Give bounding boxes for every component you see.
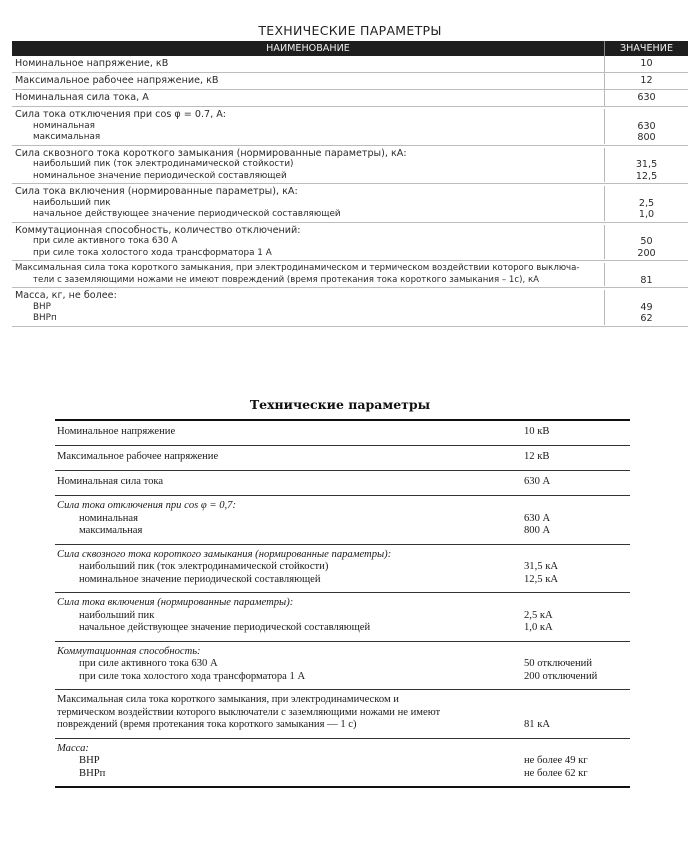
row-sub-value: 49 (640, 301, 653, 313)
row-sub-label: ВНРп (79, 767, 106, 779)
row-sub-value: 12,5 кА (524, 573, 558, 585)
row-label: Максимальное рабочее напряжение, кВ (12, 73, 605, 89)
table-row (12, 261, 688, 288)
row-sub-label: наибольший пик (79, 609, 155, 621)
row-sub-label: при силе тока холостого хода трансформатора 1 А (33, 247, 272, 258)
row-sub-value: 12,5 (635, 170, 658, 182)
table-row (55, 421, 630, 446)
row-value: 10 кВ (524, 426, 550, 437)
row-value: 630 (637, 92, 656, 103)
row-sub-label: максимальная (79, 525, 143, 536)
row-label: Сила сквозного тока короткого замыкания (нормированные параметры), кА: (15, 147, 407, 159)
row-sub-label: при силе активного тока 630 А (79, 658, 218, 669)
row-value: 12 (640, 75, 653, 86)
serif-parameters-table (55, 419, 630, 788)
row-label: Коммутационная способность, количество отключений: (15, 224, 301, 236)
row-label-line: Максимальная сила тока короткого замыкания, при электродинамическом и термическом воздействии которого выключа- (15, 263, 580, 273)
header-value: ЗНАЧЕНИЕ (619, 43, 674, 54)
table-row (55, 690, 630, 739)
table-row (12, 107, 688, 146)
table-row (12, 56, 688, 73)
row-sub-value: 1,0 кА (524, 622, 553, 633)
table-row (55, 593, 630, 642)
row-sub-label: наибольший пик (ток электродинамической стойкости) (33, 159, 294, 169)
row-sub-value: 31,5 (635, 159, 658, 170)
row-sub-label: наибольший пик (ток электродинамической стойкости) (79, 561, 329, 572)
header-name: НАИМЕНОВАНИЕ (12, 41, 605, 56)
row-label: Сила тока отключения при cos φ = 0.7, А: (15, 109, 226, 120)
row-label: Номинальное напряжение (57, 426, 176, 437)
row-value: 10 (640, 58, 653, 69)
row-sub-value: 62 (640, 313, 653, 324)
row-sub-label: ВНР (33, 301, 51, 312)
row-sub-value: 50 (640, 236, 653, 247)
row-value: 630 А (524, 476, 551, 487)
sans-parameters-table (12, 41, 688, 327)
row-sub-label: начальное действующее значение периодической составляющей (79, 622, 371, 633)
sans-table-header (12, 41, 688, 56)
row-label: Коммутационная способность: (57, 645, 201, 657)
row-sub-label: при силе активного тока 630 А (33, 236, 178, 246)
row-label: Масса, кг, не более: (15, 290, 117, 301)
row-sub-label: наибольший пик (33, 197, 111, 208)
row-sub-value: 630 А (524, 512, 551, 524)
row-sub-label: номинальная (79, 512, 138, 524)
row-value: 12 кВ (524, 451, 550, 462)
table-row (12, 146, 688, 185)
row-value: 81 (640, 274, 653, 286)
row-label: Номинальное напряжение, кВ (12, 56, 605, 72)
table-row (55, 545, 630, 594)
row-value: 81 кА (524, 719, 551, 730)
row-sub-value: 800 А (524, 525, 551, 536)
row-sub-value: 200 (637, 247, 656, 259)
table-row (12, 184, 688, 223)
table-row (55, 471, 630, 496)
table-row (55, 642, 630, 691)
row-sub-label: при силе тока холостого хода трансформатора 1 А (79, 670, 306, 682)
row-label: Сила тока включения (нормированные параметры), кА: (15, 186, 298, 197)
row-sub-value: не более 49 кг (524, 755, 588, 766)
row-sub-value: 31,5 кА (524, 561, 558, 572)
table-row (12, 223, 688, 262)
row-sub-value: 200 отключений (524, 670, 598, 682)
row-label-line: тели с заземляющими ножами не имеют повреждений (время протекания тока короткого замыкания – 1с), кА (33, 274, 540, 285)
row-label-line: термическом воздействии которого выключатели с заземляющими ножами не имеют (57, 706, 441, 718)
row-label: Номинальная сила тока (57, 476, 164, 487)
sans-table-title: ТЕХНИЧЕСКИЕ ПАРАМЕТРЫ (258, 23, 442, 38)
row-sub-value: 50 отключений (524, 658, 593, 669)
row-sub-value: 800 (637, 132, 656, 143)
row-label-line: Максимальная сила тока короткого замыкания, при электродинамическом и (57, 694, 399, 705)
row-sub-label: номинальное значение периодической составляющей (33, 170, 287, 181)
row-label-line: повреждений (время протекания тока короткого замыкания — 1 с) (57, 719, 357, 730)
row-sub-label: максимальная (33, 132, 101, 142)
row-sub-label: ВНР (79, 755, 100, 766)
table-row (12, 73, 688, 90)
serif-table-title: Технические параметры (249, 397, 431, 412)
row-sub-value: 1,0 (638, 209, 655, 220)
table-row (12, 288, 688, 327)
row-label: Максимальное рабочее напряжение (57, 451, 219, 462)
row-label: Масса: (57, 742, 89, 754)
row-sub-value: 630 (637, 120, 656, 132)
row-label: Сила сквозного тока короткого замыкания (нормированные параметры): (57, 548, 392, 560)
table-row (55, 446, 630, 471)
row-sub-value: 2,5 кА (524, 609, 553, 621)
row-sub-label: номинальная (33, 120, 95, 131)
table-row (12, 90, 688, 107)
row-label: Сила тока отключения при cos φ = 0,7: (57, 500, 236, 511)
row-sub-label: начальное действующее значение периодической составляющей (33, 209, 341, 219)
row-sub-label: ВНРп (33, 313, 57, 323)
table-row (55, 496, 630, 545)
row-sub-value: не более 62 кг (524, 767, 588, 779)
table-row (55, 739, 630, 789)
row-sub-value: 2,5 (638, 197, 655, 209)
row-label: Номинальная сила тока, А (12, 90, 605, 106)
row-sub-label: номинальное значение периодической составляющей (79, 573, 321, 585)
row-label: Сила тока включения (нормированные параметры): (57, 597, 294, 608)
